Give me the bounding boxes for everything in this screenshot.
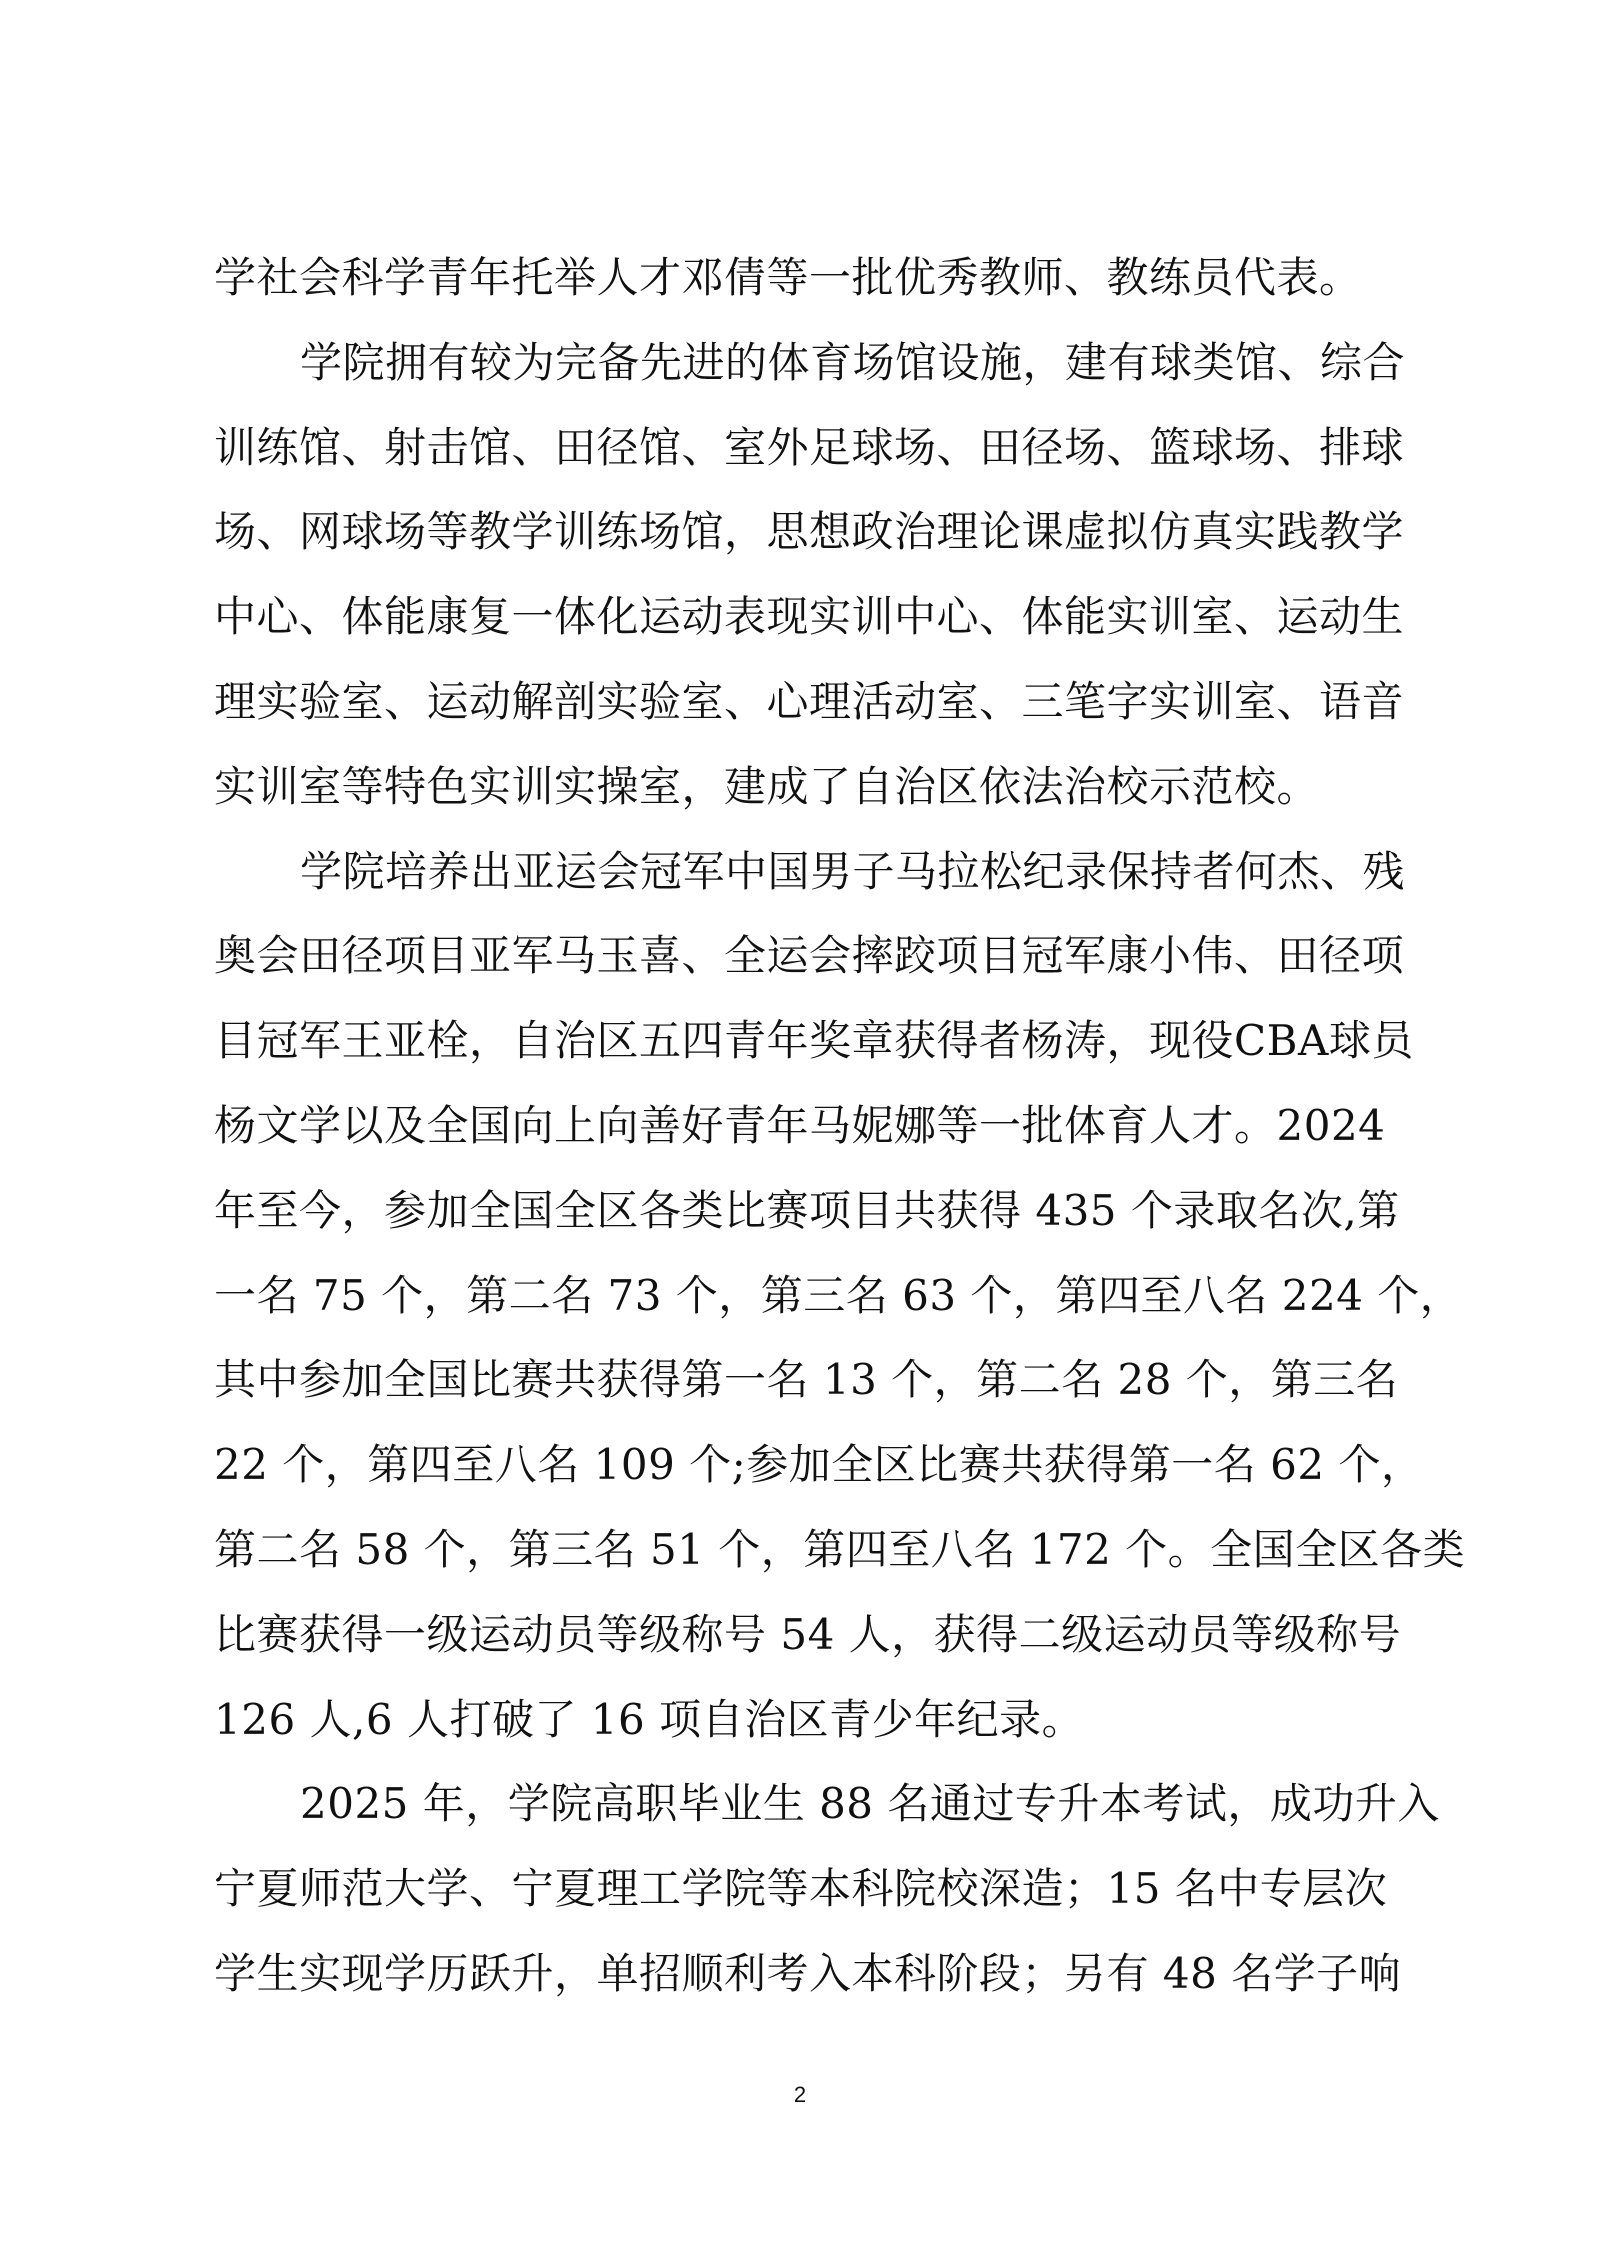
text-line: 学院培养出亚运会冠军中国男子马拉松纪录保持者何杰、残 (300, 846, 1406, 896)
text-line: 一名 75 个，第二名 73 个，第三名 63 个，第四至八名 224 个， (214, 1270, 1463, 1320)
text-line: 杨文学以及全国向上向善好青年马妮娜等一批体育人才。2024 (214, 1100, 1386, 1150)
text-line: 比赛获得一级运动员等级称号 54 人，获得二级运动员等级称号 (214, 1609, 1402, 1659)
text-line: 其中参加全国比赛共获得第一名 13 个，第二名 28 个，第三名 (214, 1355, 1399, 1405)
text-line: 年至今，参加全国全区各类比赛项目共获得 435 个录取名次,第 (214, 1185, 1400, 1235)
text-line: 126 人,6 人打破了 16 项自治区青少年纪录。 (214, 1694, 1085, 1744)
text-line: 理实验室、运动解剖实验室、心理活动室、三笔字实训室、语音 (214, 676, 1405, 726)
text-line: 22 个，第四至八名 109 个;参加全区比赛共获得第一名 62 个， (214, 1440, 1424, 1490)
body-text (214, 236, 1466, 2017)
text-line: 2025 年，学院高职毕业生 88 名通过专升本考试，成功升入 (300, 1779, 1440, 1829)
text-line: 第二名 58 个，第三名 51 个，第四至八名 172 个。全国全区各类 (214, 1524, 1466, 1574)
text-line: 奥会田径项目亚军马玉喜、全运会摔跤项目冠军康小伟、田径项 (214, 931, 1405, 981)
text-line: 学生实现学历跃升，单招顺利考入本科阶段；另有 48 名学子响 (214, 1948, 1402, 1998)
text-line: 中心、体能康复一体化运动表现实训中心、体能实训室、运动生 (214, 592, 1405, 642)
text-line: 场、网球场等教学训练场馆，思想政治理论课虚拟仿真实践教学 (214, 507, 1405, 557)
text-line: 宁夏师范大学、宁夏理工学院等本科院校深造；15 名中专层次 (214, 1864, 1388, 1914)
page-number: 2 (793, 2082, 807, 2107)
text-line: 学社会科学青年托举人才邓倩等一批优秀教师、教练员代表。 (214, 253, 1362, 302)
text-line: 学院拥有较为完备先进的体育场馆设施，建有球类馆、综合 (300, 337, 1406, 387)
text-line: 训练馆、射击馆、田径馆、室外足球场、田径场、篮球场、排球 (214, 422, 1405, 472)
text-line: 实训室等特色实训实操室，建成了自治区依法治校示范校。 (214, 761, 1320, 811)
text-line: 目冠军王亚栓，自治区五四青年奖章获得者杨涛，现役CBA球员 (214, 1016, 1414, 1066)
